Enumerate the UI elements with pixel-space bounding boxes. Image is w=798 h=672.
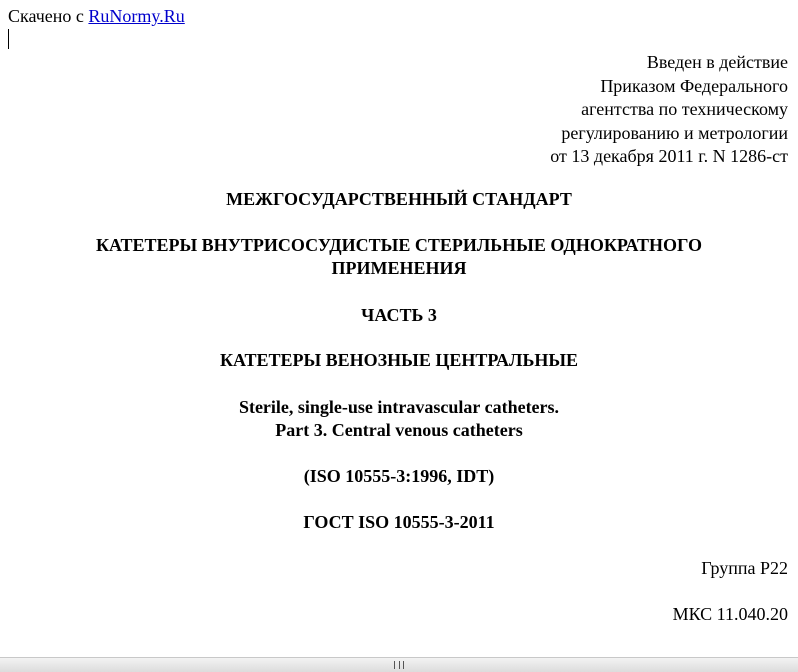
enactment-line: от 13 декабря 2011 г. N 1286-ст <box>550 146 788 166</box>
downloaded-prefix: Скачено с <box>8 6 84 26</box>
iso-reference: (ISO 10555-3:1996, IDT) <box>303 466 495 486</box>
enactment-line: агентства по техническому <box>581 99 788 119</box>
enactment-line: регулированию и метрологии <box>561 122 788 143</box>
standard-title-line2: ПРИМЕНЕНИЯ <box>331 258 467 278</box>
standard-part: ЧАСТЬ 3 <box>361 305 437 325</box>
enactment-line: Приказом Федерального <box>600 75 788 96</box>
mks-code: МКС 11.040.20 <box>672 604 788 624</box>
english-title-line2: Part 3. Central venous catheters <box>275 420 523 440</box>
horizontal-scrollbar[interactable] <box>0 657 798 672</box>
standard-title-line1: КАТЕТЕРЫ ВНУТРИСОСУДИСТЫЕ СТЕРИЛЬНЫЕ ОДНОКРАТНОГО <box>96 235 702 255</box>
english-title-line1: Sterile, single-use intravascular catheters. <box>238 397 560 417</box>
classification-group: Группа Р22 <box>701 558 788 578</box>
runormy-link[interactable]: RuNormy.Ru <box>88 6 185 26</box>
gost-code: ГОСТ ISO 10555-3-2011 <box>303 512 495 532</box>
text-cursor <box>8 29 9 49</box>
standard-subtitle: КАТЕТЕРЫ ВЕНОЗНЫЕ ЦЕНТРАЛЬНЫЕ <box>219 350 579 370</box>
scrollbar-grip-icon[interactable] <box>394 661 404 669</box>
source-line <box>8 5 185 27</box>
enactment-line: Введен в действие <box>646 52 788 72</box>
standard-type: МЕЖГОСУДАРСТВЕННЫЙ СТАНДАРТ <box>226 189 572 209</box>
enactment-block <box>550 51 788 169</box>
